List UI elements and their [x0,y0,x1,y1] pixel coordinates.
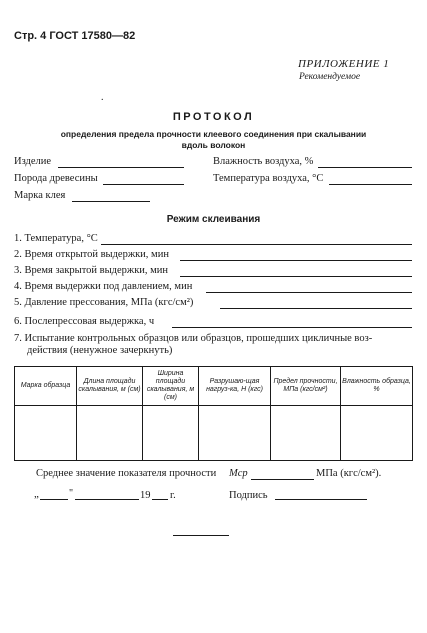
field-line-wood[interactable] [103,184,184,185]
mode-item-open-time: 2. Время открытой выдержки, мин [14,249,169,260]
header-shear-length: Длина площади скалывания, м (см) [77,367,143,406]
mode-line-post-press[interactable] [172,327,412,328]
mode-item-temperature: 1. Температура, °С [14,233,98,244]
mode-item-post-press: 6. Послепрессовая выдержка, ч [14,316,155,327]
date-month-line[interactable] [75,499,139,500]
mode-item-7-line2: действия (ненужное зачеркнуть) [27,345,173,356]
date-year-line[interactable] [152,499,168,500]
field-label-product: Изделие [14,156,52,167]
date-year-prefix: 19 [140,490,151,501]
field-label-glue: Марка клея [14,190,66,201]
results-table [14,366,413,461]
stray-mark: . [101,92,104,103]
header-sample-humidity: Влажность образца, % [341,367,413,406]
signature-label: Подпись [229,490,268,501]
appendix-subtitle: Рекомендуемое [299,72,361,82]
table-cell[interactable] [77,406,143,461]
date-close-quote: " [69,488,74,499]
header-shear-width: Ширина площади скалывания, м (см) [143,367,199,406]
field-line-temperature[interactable] [329,184,412,185]
field-label-humidity: Влажность воздуха, % [213,156,314,167]
header-breaking-load: Разрушаю-щая нагруз-ка, Н (кгс) [199,367,271,406]
header-strength-limit: Предел прочности, МПа (кгс/см²) [271,367,341,406]
table-cell[interactable] [271,406,341,461]
page-reference: Стр. 4 ГОСТ 17580—82 [14,30,136,42]
mean-value-line[interactable] [251,479,314,480]
mean-label: Среднее значение показателя прочности [36,468,217,479]
date-day-line[interactable] [40,499,68,500]
date-year-suffix: г. [170,490,176,501]
signature-line[interactable] [275,499,367,500]
table-header-row [15,367,413,406]
mode-item-pressure-time: 4. Время выдержки под давлением, мин [14,281,193,292]
table-cell[interactable] [341,406,413,461]
closing-rule [173,535,229,536]
protocol-subtitle-line2: вдоль волокон [181,140,246,150]
mode-line-pressure-time[interactable] [206,292,412,293]
appendix-title: ПРИЛОЖЕНИЕ 1 [298,58,390,70]
mean-unit: МПа (кгс/см²). [316,468,382,479]
mean-symbol: Mср [229,468,248,479]
table-row [15,406,413,461]
mode-line-closed-time[interactable] [180,276,412,277]
date-open-quote: „ [34,488,39,500]
table-cell[interactable] [199,406,271,461]
field-line-humidity[interactable] [318,167,412,168]
field-label-wood: Порода древесины [14,173,98,184]
mode-item-closed-time: 3. Время закрытой выдержки, мин [14,265,169,276]
table-cell[interactable] [143,406,199,461]
mode-item-7-line1: 7. Испытание контрольных образцов или образцов, прошедших цикличные воз- [14,333,373,344]
protocol-title: ПРОТОКОЛ [172,111,255,123]
protocol-subtitle-line1: определения предела прочности клеевого соединения при скалывании [60,129,367,139]
header-sample-mark: Марка образца [15,367,77,406]
mode-line-temperature[interactable] [101,244,412,245]
mode-title: Режим склеивания [166,214,261,225]
mode-item-pressure: 5. Давление прессования, МПа (кгс/см²) [14,297,194,308]
field-line-glue[interactable] [72,201,150,202]
field-label-temperature: Температура воздуха, °С [213,173,324,184]
field-line-product[interactable] [58,167,184,168]
table-cell[interactable] [15,406,77,461]
mode-line-open-time[interactable] [180,260,412,261]
mode-line-pressure[interactable] [220,308,412,309]
